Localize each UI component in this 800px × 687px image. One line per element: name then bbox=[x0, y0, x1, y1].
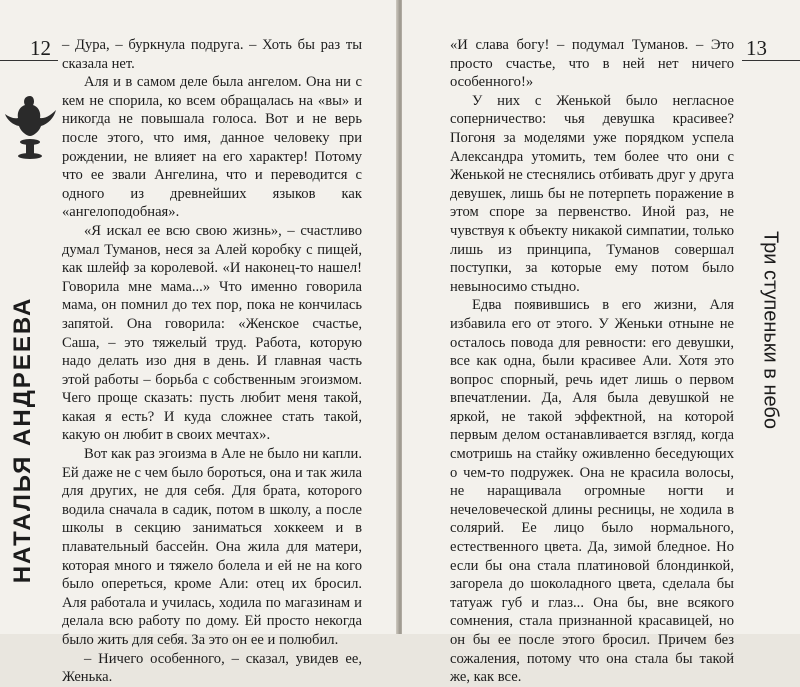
paragraph: У них с Женькой было негласное соперничество: чья девушка красивее? Погоня за моделями уже порядком успела Александра утомить, тем более что они с Женькой не стеснялись отбивать друг у друга девушек, лишь бы не потерпеть поражение в этом споре за первенство. Иной раз, не чувствуя к объекту никакой симпатии, только лишь из принципа, Туманов совершал поступки, за которые ему потом было невыносимо стыдно. bbox=[450, 92, 734, 295]
page-number-right: 13 bbox=[746, 36, 767, 60]
book-title-vertical: Три ступеньки в небо bbox=[759, 231, 782, 429]
page-number-left: 12 bbox=[30, 36, 51, 60]
paragraph: – Дура, – буркнула подруга. – Хоть бы раз ты сказала нет. bbox=[62, 37, 362, 72]
left-page-text bbox=[62, 36, 362, 687]
paragraph: «Я искал ее всю свою жизнь», – счастливо думал Туманов, неся за Алей коробку с пищей, как шлейф за королевой. «И наконец-то нашел! Говорила мне мама...» Что именно говорила мама, он помнил до тех пор, пока не кончилась запятой. Она говорила: «Женское счастье, Саша, – это тяжелый труд. Работа, которую надо делать изо дня в день. И главная часть этой работы – борьба с собственным эгоизмом. Чего проще сказать: пусть любит меня такой, какая я есть? И куда сложнее стать такой, какую он любит в своих мечтах». bbox=[62, 222, 362, 444]
paragraph: «И слава богу! – подумал Туманов. – Это просто счастье, что в ней нет ничего особенного!» bbox=[450, 37, 734, 91]
right-page-text bbox=[450, 36, 734, 687]
left-page bbox=[0, 0, 398, 686]
paragraph: Аля и в самом деле была ангелом. Она ни с кем не спорила, ко всем обращалась на «вы» и никогда не повышала голоса. Вот и не верь после этого, что имя, данное человеку при рождении, не влияет на его характер! Потому что ее звали Ангелина, что и переводится с одного из древнейших языков как «ангелоподобная». bbox=[62, 74, 362, 221]
author-name-vertical: НАТАЛЬЯ АНДРЕЕВА bbox=[9, 296, 36, 584]
paragraph: Едва появившись в его жизни, Аля избавила его от этого. У Женьки отныне не осталось повода для ревности: его девушки, все как одна, были красивее Али. Хотя это вопрос спорный, речь идет лишь о первом впечатлении. Да, Аля была девушкой не яркой, не такой эффектной, на которой первым делом останавливается взгляд, когда смотришь на стайку оживленно беседующих о чем-то подружек. Она не красила волосы, не наращивала огромные ногти и нечеловеческой длины ресницы, не ходила в солярий. Ее лицо было нормального, естественного цвета. Да, зимой бледное. Но если бы она стала платиновой блондинкой, загорела до шоколадного цвета, сделала бы татуаж губ и глаз... Она бы, вне всякого сомнения, стала признанной красавицей, но он бы ее после этого бросил. Причем без сожаления, потому что она стала бы такой же, как все. bbox=[450, 297, 734, 686]
paragraph: – Ничего особенного, – сказал, увидев ее, Женька. bbox=[62, 650, 362, 686]
paragraph: Вот как раз эгоизма в Але не было ни капли. Ей даже не с чем было бороться, она и так жила для других, не для себя. Для брата, которого водила сначала в садик, потом в школу, а после школы в секцию заниматься хоккеем и в плавательный бассейн. Она жила для матери, которая много и тяжело болела и ей не на кого было опереться, кроме Али: отец их бросил. Аля работала и училась, ходила по магазинам и делала всю работу по дому. Ей просто некогда было жить для себя. За это он ее и полюбил. bbox=[62, 446, 362, 648]
right-page bbox=[402, 0, 800, 686]
